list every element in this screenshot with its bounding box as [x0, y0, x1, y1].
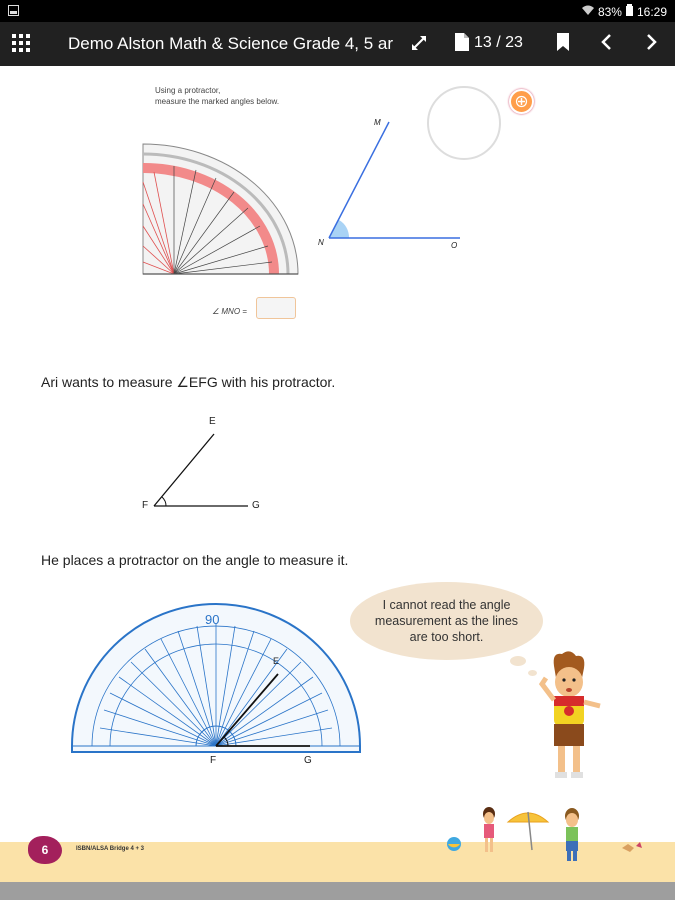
label-g-protractor: G	[304, 755, 312, 766]
speech-line-2: measurement as the lines	[374, 614, 519, 628]
bookmark-icon[interactable]	[557, 33, 569, 56]
instruction-line-2: measure the marked angles below.	[155, 97, 280, 106]
label-f-protractor: F	[210, 755, 217, 766]
label-f: F	[142, 500, 149, 511]
clock: 16:29	[636, 4, 667, 19]
grid-menu-icon[interactable]	[12, 34, 30, 57]
wifi-icon	[582, 5, 594, 19]
question-text-1: Ari wants to measure ∠EFG with his protractor.	[41, 374, 336, 390]
page-number: 6	[41, 843, 49, 857]
protractor-90-label: 90	[205, 612, 220, 627]
next-page-icon[interactable]	[646, 33, 658, 56]
label-g: G	[252, 500, 260, 511]
speech-line-3: are too short.	[409, 630, 484, 644]
battery-percent: 83%	[597, 4, 622, 19]
boy-character-image	[530, 648, 610, 788]
book-page	[0, 66, 675, 882]
label-n: N	[318, 238, 324, 247]
page-icon	[455, 33, 469, 56]
thought-dot-1	[510, 656, 526, 666]
angle-efg-diagram	[140, 426, 260, 516]
answer-input[interactable]	[256, 297, 296, 319]
red-protractor-image	[140, 142, 300, 278]
book-title: Demo Alston Math & Science Grade 4, 5 ar	[68, 34, 394, 53]
screenshot-icon	[8, 5, 19, 16]
book-code: ISBN/ALSA Bridge 4 + 3	[76, 846, 144, 852]
battery-icon	[626, 4, 633, 19]
fullscreen-icon[interactable]	[410, 34, 428, 57]
status-bar	[0, 0, 675, 22]
speech-line-1: I cannot read the angle	[382, 598, 511, 612]
page-indicator[interactable]: 13 / 23	[474, 34, 523, 51]
answer-label: ∠ MNO =	[212, 307, 247, 316]
interactive-circle-widget[interactable]	[427, 86, 501, 160]
label-e: E	[209, 416, 216, 427]
page-number-badge	[28, 836, 62, 864]
previous-page-icon[interactable]	[600, 33, 612, 56]
label-m: M	[374, 118, 381, 127]
add-button[interactable]	[509, 89, 534, 114]
speech-bubble	[350, 582, 543, 660]
question-text-2: He places a protractor on the angle to measure it.	[41, 552, 349, 568]
label-e-protractor: E	[273, 656, 280, 666]
bottom-bar	[0, 882, 675, 900]
app-toolbar	[0, 22, 675, 66]
beach-scene-image	[444, 800, 654, 868]
instruction-line-1: Using a protractor,	[155, 86, 221, 95]
plus-icon	[511, 91, 532, 112]
label-o: O	[451, 241, 458, 250]
